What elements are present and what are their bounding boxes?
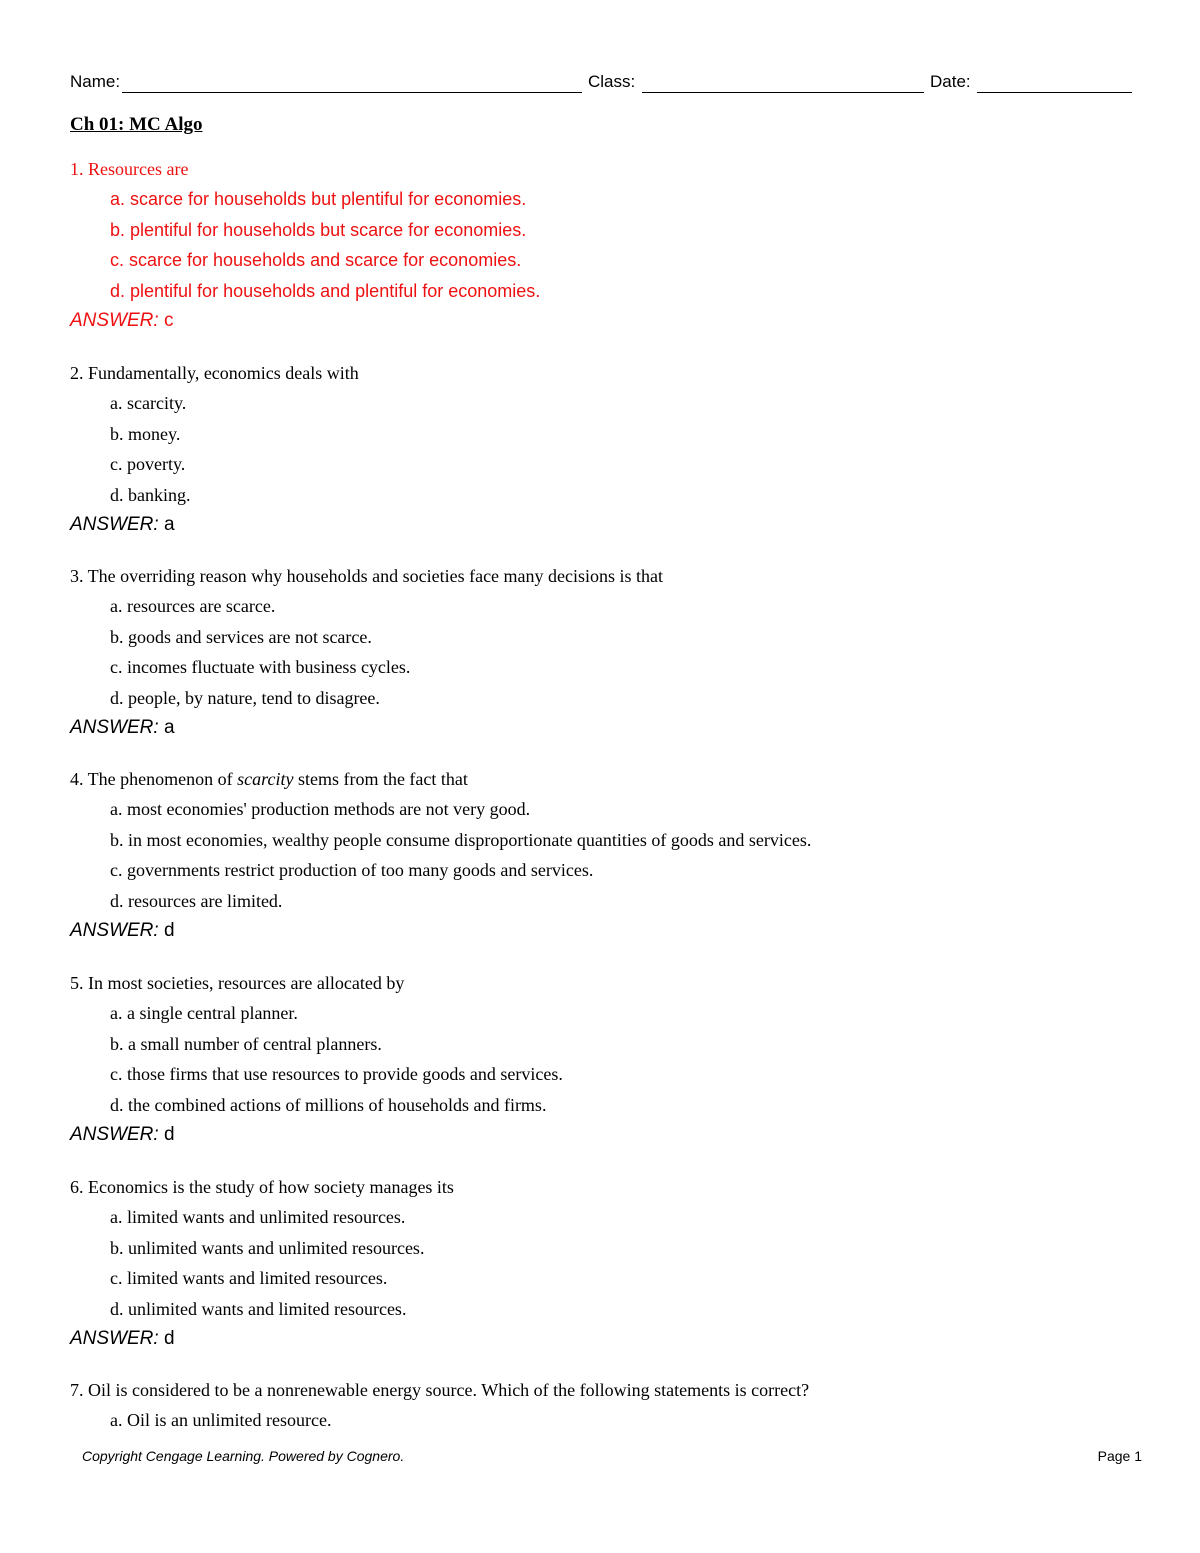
answer-choice: b. goods and services are not scarce. xyxy=(110,626,372,647)
answer-value: a xyxy=(163,717,175,738)
answer-choice: d. the combined actions of millions of households and firms. xyxy=(110,1094,547,1115)
copyright-notice: Copyright Cengage Learning. Powered by Cognero. xyxy=(82,1448,405,1464)
answer-choice: c. limited wants and limited resources. xyxy=(110,1268,388,1288)
answer-line xyxy=(70,1328,1150,1350)
question-3 xyxy=(70,565,1150,739)
answer-value: d xyxy=(163,1124,175,1145)
answer-line xyxy=(70,1124,1150,1146)
name-field-line[interactable] xyxy=(122,92,582,93)
answer-choice: d. unlimited wants and limited resources. xyxy=(110,1298,407,1319)
answer-choice: b. unlimited wants and unlimited resources. xyxy=(110,1237,425,1258)
answer-choice: b. in most economies, wealthy people consume disproportionate quantities of goods and services. xyxy=(110,829,812,850)
question-stem-italic-term: scarcity xyxy=(237,769,294,789)
answer-label: ANSWER: xyxy=(70,920,159,941)
question-7 xyxy=(70,1379,1150,1440)
student-info-header xyxy=(70,72,1132,96)
answer-label: ANSWER: xyxy=(70,514,159,535)
answer-choice: a. limited wants and unlimited resources. xyxy=(110,1207,406,1227)
answer-label: ANSWER: xyxy=(70,1328,159,1349)
class-label: Class: xyxy=(588,72,636,91)
answer-choice: d. plentiful for households and plentiful for economies. xyxy=(110,280,541,301)
question-1 xyxy=(70,158,1150,332)
answer-label: ANSWER: xyxy=(70,1124,159,1145)
answer-line xyxy=(70,514,1150,536)
page-number: Page 1 xyxy=(1097,1448,1142,1464)
answer-value: a xyxy=(163,514,175,535)
answer-choice: a. scarce for households but plentiful for economies. xyxy=(110,189,527,209)
question-stem: 1. Resources are xyxy=(70,159,189,179)
answer-choice: a. a single central planner. xyxy=(110,1003,298,1023)
answer-choice: a. most economies' production methods are not very good. xyxy=(110,799,531,819)
answer-label: ANSWER: xyxy=(70,717,159,738)
chapter-title: Ch 01: MC Algo xyxy=(70,114,203,135)
question-stem: 5. In most societies, resources are allocated by xyxy=(70,973,405,993)
answer-choice: b. money. xyxy=(110,423,181,444)
question-stem: 7. Oil is considered to be a nonrenewable energy source. Which of the following statements is correct? xyxy=(70,1380,810,1400)
answer-choice: c. poverty. xyxy=(110,454,186,474)
answer-label: ANSWER: xyxy=(70,310,159,331)
class-field-line[interactable] xyxy=(642,92,924,93)
question-stem: 3. The overriding reason why households and societies face many decisions is that xyxy=(70,566,664,586)
answer-choice: d. people, by nature, tend to disagree. xyxy=(110,687,380,708)
answer-value: d xyxy=(163,1328,175,1349)
question-stem: 6. Economics is the study of how society manages its xyxy=(70,1177,454,1197)
answer-choice: a. scarcity. xyxy=(110,393,187,413)
answer-line xyxy=(70,920,1150,942)
answer-choice: c. scarce for households and scarce for economies. xyxy=(110,250,522,270)
question-2 xyxy=(70,362,1150,536)
question-6 xyxy=(70,1176,1150,1350)
question-4 xyxy=(70,768,1150,942)
answer-value: c xyxy=(163,310,174,331)
question-stem-end: stems from the fact that xyxy=(293,769,468,789)
answer-line xyxy=(70,310,1150,332)
answer-choice: d. resources are limited. xyxy=(110,890,283,911)
answer-choice: b. plentiful for households but scarce for economies. xyxy=(110,219,527,240)
question-stem: 2. Fundamentally, economics deals with xyxy=(70,363,359,383)
question-stem xyxy=(70,768,1150,798)
answer-choice: b. a small number of central planners. xyxy=(110,1033,382,1054)
answer-choice: c. governments restrict production of too many goods and services. xyxy=(110,860,594,880)
answer-choice: a. resources are scarce. xyxy=(110,596,276,616)
date-label: Date: xyxy=(930,72,971,91)
question-5 xyxy=(70,972,1150,1146)
question-stem-start: 4. The phenomenon of xyxy=(70,769,238,789)
answer-choice: a. Oil is an unlimited resource. xyxy=(110,1410,332,1430)
name-label: Name: xyxy=(70,72,121,91)
answer-line xyxy=(70,717,1150,739)
answer-choice: c. incomes fluctuate with business cycles. xyxy=(110,657,411,677)
answer-value: d xyxy=(163,920,175,941)
answer-choice: c. those firms that use resources to provide goods and services. xyxy=(110,1064,563,1084)
date-field-line[interactable] xyxy=(977,92,1132,93)
answer-choice: d. banking. xyxy=(110,484,191,505)
